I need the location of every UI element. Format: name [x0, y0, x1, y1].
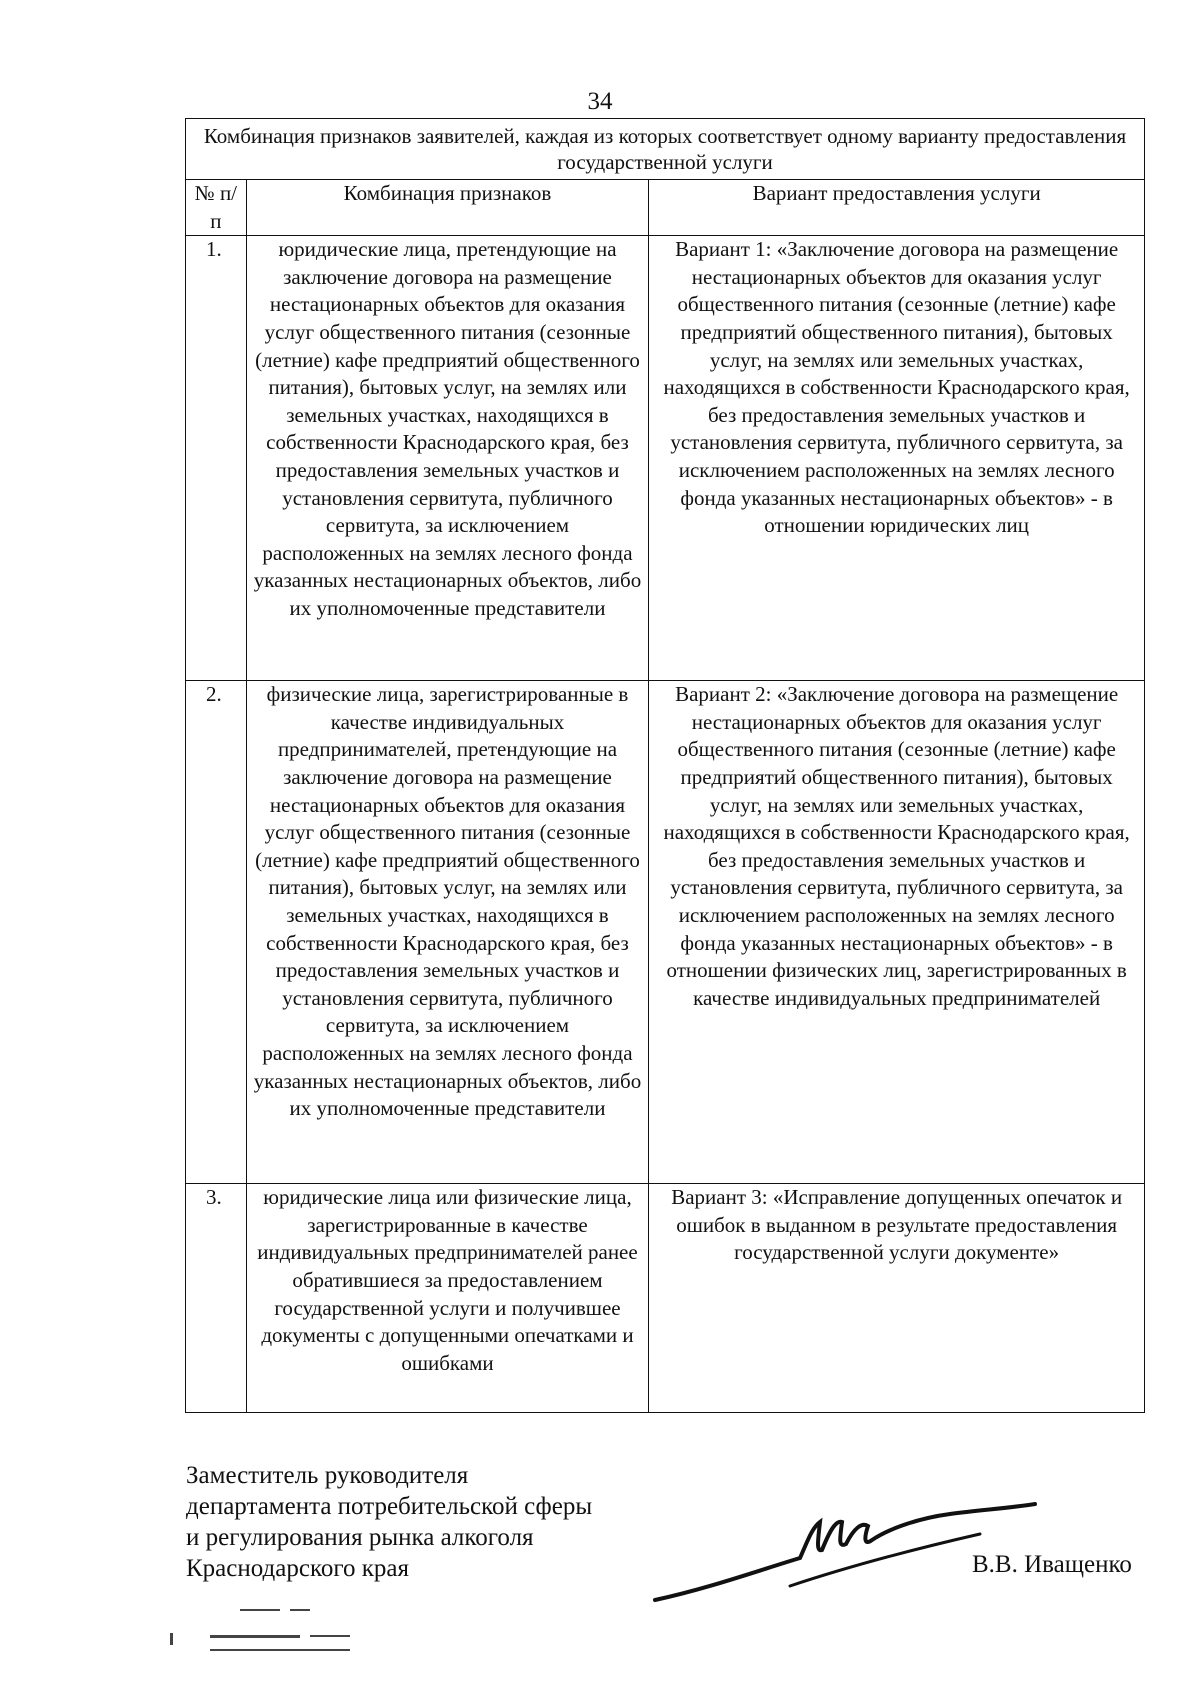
row-combination: юридические лица, претендующие на заключение договора на размещение нестационарных объектов для оказания услуг общественного питания (сезонные (летние) кафе предприятий общественного питания), бытовых услуг, на землях или земельных участках, находящихся в собственности Краснодарского края, без предоставления земельных участков и установления сервитута, публичного сервитута, за исключением расположенных на землях лесного фонда указанных нестационарных объектов, либо их уполномоченные представители — [246, 236, 649, 681]
signatory-position — [186, 1460, 592, 1584]
table-row — [186, 236, 1145, 681]
header-variant: Вариант предоставления услуги — [649, 180, 1145, 236]
variants-table — [185, 118, 1145, 1413]
page-number: 34 — [587, 88, 613, 115]
row-combination: юридические лица или физические лица, зарегистрированные в качестве индивидуальных предпринимателей ранее обратившиеся за предоставлением государственной услуги и получившее документы с допущенными опечатками и ошибками — [246, 1184, 649, 1413]
position-line: Заместитель руководителя — [186, 1462, 469, 1489]
row-number: 1. — [186, 236, 247, 681]
position-line: и регулирования рынка алкоголя — [186, 1524, 534, 1551]
position-line: департамента потребительской сферы — [186, 1493, 593, 1520]
row-variant: Вариант 1: «Заключение договора на размещение нестационарных объектов для оказания услуг общественного питания (сезонные (летние) кафе предприятий общественного питания), бытовых услуг, на землях или земельных участках, находящихся в собственности Краснодарского края, без предоставления земельных участков и установления сервитута, публичного сервитута, за исключением расположенных на землях лесного фонда указанных нестационарных объектов» - в отношении юридических лиц — [649, 236, 1145, 681]
row-variant: Вариант 3: «Исправление допущенных опечаток и ошибок в выданном в результате предоставления государственной услуги документе» — [649, 1184, 1145, 1413]
table-header-row — [186, 180, 1145, 236]
position-line: Краснодарского края — [186, 1555, 409, 1582]
header-combination: Комбинация признаков — [246, 180, 649, 236]
header-num: № п/п — [186, 180, 247, 236]
table-row — [186, 681, 1145, 1184]
table-row — [186, 1184, 1145, 1413]
table-caption: Комбинация признаков заявителей, каждая из которых соответствует одному варианту предоставления государственной услуги — [186, 119, 1145, 180]
row-variant: Вариант 2: «Заключение договора на размещение нестационарных объектов для оказания услуг общественного питания (сезонные (летние) кафе предприятий общественного питания), бытовых услуг, на землях или земельных участках, находящихся в собственности Краснодарского края, без предоставления земельных участков и установления сервитута, публичного сервитута, за исключением расположенных на землях лесного фонда указанных нестационарных объектов» - в отношении физических лиц, зарегистрированных в качестве индивидуальных предпринимателей — [649, 681, 1145, 1184]
signatory-name: В.В. Иващенко — [972, 1551, 1132, 1578]
row-number: 2. — [186, 681, 247, 1184]
row-combination: физические лица, зарегистрированные в качестве индивидуальных предпринимателей, претендующие на заключение договора на размещение нестационарных объектов для оказания услуг общественного питания (сезонные (летние) кафе предприятий общественного питания), бытовых услуг, на землях или земельных участках, находящихся в собственности Краснодарского края, без предоставления земельных участков и установления сервитута, публичного сервитута, за исключением расположенных на землях лесного фонда указанных нестационарных объектов, либо их уполномоченные представители — [246, 681, 649, 1184]
row-number: 3. — [186, 1184, 247, 1413]
scan-noise-mark — [170, 1605, 430, 1665]
